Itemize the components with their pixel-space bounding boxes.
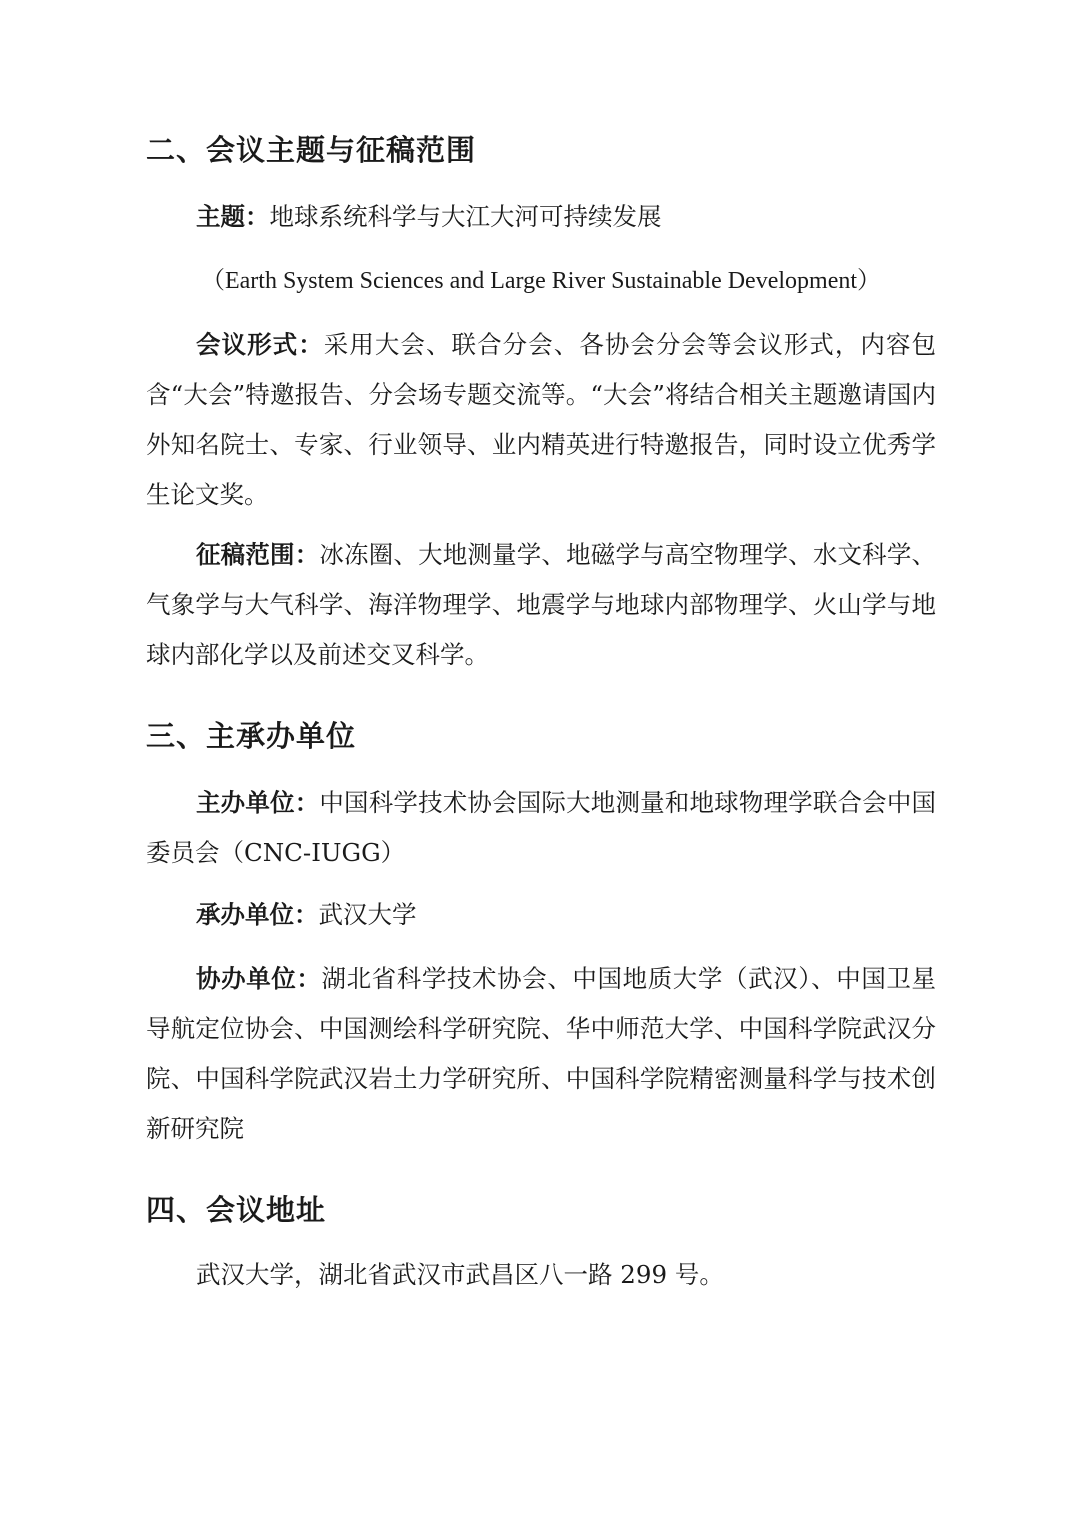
co-organizer-label: 协办单位： bbox=[196, 964, 322, 993]
co-organizer-paragraph bbox=[146, 954, 936, 1154]
format-paragraph bbox=[146, 320, 936, 520]
scope-label: 征稿范围： bbox=[196, 540, 320, 569]
host-paragraph bbox=[146, 778, 936, 878]
theme-text: 地球系统科学与大江大河可持续发展 bbox=[269, 202, 662, 231]
host-text: 中国科学技术协会国际大地测量和地球物理学联合会中国委员会（CNC-IUGG） bbox=[146, 788, 937, 867]
organizer-label: 承办单位： bbox=[196, 900, 319, 929]
scope-paragraph bbox=[146, 530, 936, 680]
section-4-heading: 四、会议地址 bbox=[146, 1193, 327, 1227]
theme-paragraph bbox=[146, 192, 936, 242]
organizer-paragraph bbox=[146, 890, 936, 940]
section-2-heading: 二、会议主题与征稿范围 bbox=[146, 133, 477, 167]
organizer-text: 武汉大学 bbox=[318, 900, 417, 929]
co-organizer-text: 湖北省科学技术协会、中国地质大学（武汉）、中国卫星导航定位协会、中国测绘科学研究院、华中师范大学、中国科学院武汉分院、中国科学院武汉岩土力学研究所、中国科学院精密测量科学与技术创新研究院 bbox=[146, 964, 937, 1143]
format-text: 采用大会、联合分会、各协会分会等会议形式，内容包含“大会”特邀报告、分会场专题交流等。“大会”将结合相关主题邀请国内外知名院士、专家、行业领导、业内精英进行特邀报告，同时设立优秀学生论文奖。 bbox=[146, 330, 937, 509]
theme-english: （Earth System Sciences and Large River Sustainable Development） bbox=[200, 268, 882, 294]
host-label: 主办单位： bbox=[196, 788, 320, 817]
format-label: 会议形式： bbox=[196, 330, 324, 359]
theme-label: 主题： bbox=[196, 202, 270, 231]
section-3-heading: 三、主承办单位 bbox=[146, 719, 357, 753]
scope-text: 冰冻圈、大地测量学、地磁学与高空物理学、水文科学、气象学与大气科学、海洋物理学、地震学与地球内部物理学、火山学与地球内部化学以及前述交叉科学。 bbox=[146, 540, 937, 669]
address-paragraph: 武汉大学，湖北省武汉市武昌区八一路 299 号。 bbox=[196, 1260, 724, 1289]
